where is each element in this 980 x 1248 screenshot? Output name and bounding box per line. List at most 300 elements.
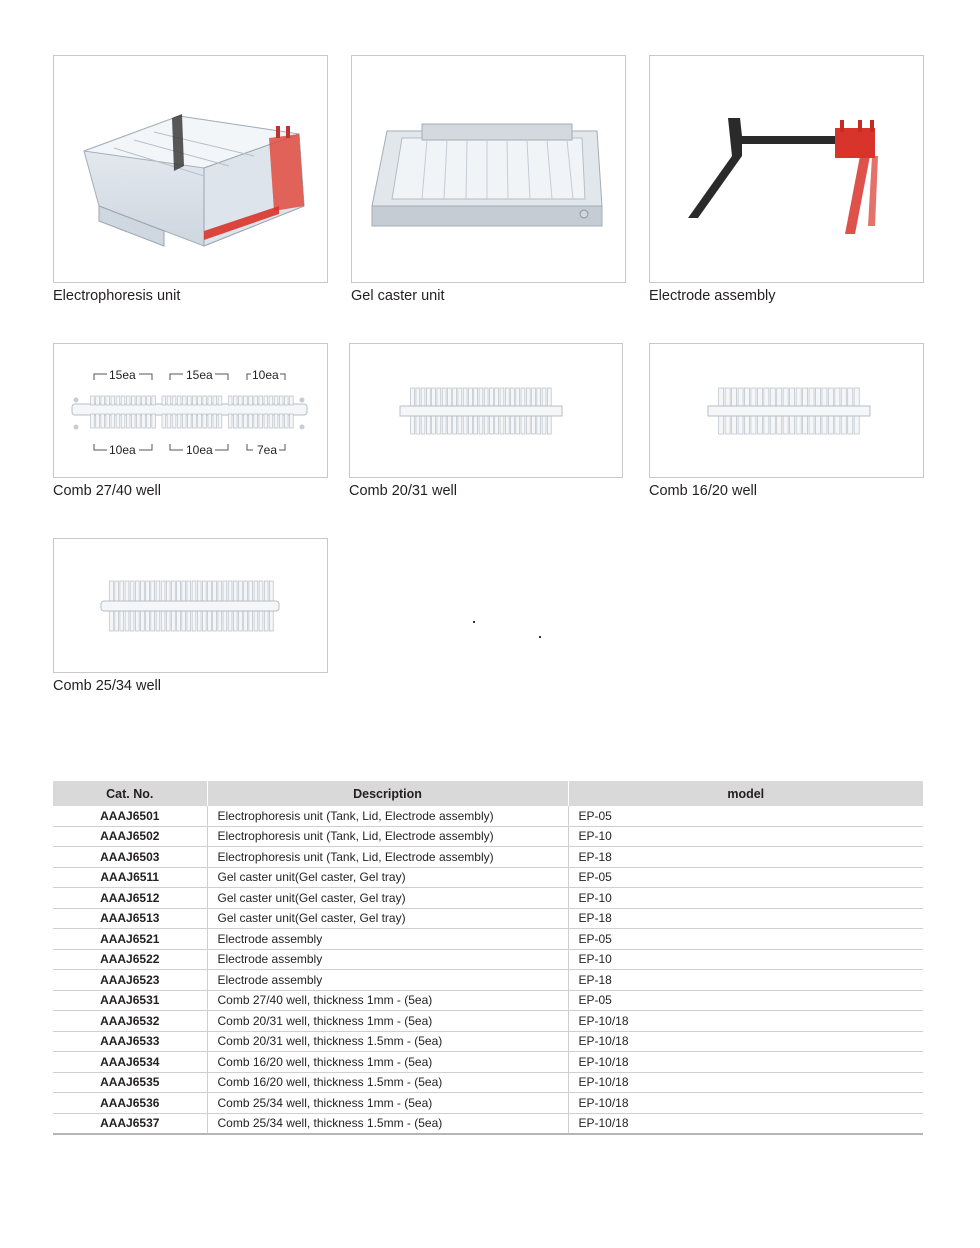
description-cell: Comb 27/40 well, thickness 1mm - (5ea): [207, 990, 568, 1011]
comb-tooth: [213, 611, 217, 631]
comb-tooth: [223, 611, 227, 631]
model-cell: EP-10/18: [568, 1011, 923, 1032]
comb-tooth: [790, 416, 795, 434]
comb-top-label: 10ea: [252, 368, 279, 382]
comb-tooth: [803, 388, 808, 407]
comb-tooth: [254, 414, 258, 428]
comb-tooth: [172, 414, 176, 428]
comb-tooth: [822, 416, 827, 434]
comb-tooth: [416, 416, 420, 434]
comb-tooth: [96, 396, 100, 405]
table-row: [53, 867, 923, 888]
description-cell: Electrophoresis unit (Tank, Lid, Electrode assembly): [207, 847, 568, 868]
comb-tooth: [854, 416, 859, 434]
comb-bottom-label: 10ea: [109, 443, 136, 457]
comb-tooth: [193, 414, 197, 428]
comb-tooth: [500, 416, 504, 434]
model-cell: EP-10/18: [568, 1052, 923, 1073]
comb-tooth: [777, 388, 782, 407]
cat-no-cell: AAAJ6535: [53, 1072, 207, 1093]
comb-tooth: [757, 388, 762, 407]
cat-no-cell: AAAJ6531: [53, 990, 207, 1011]
product-caption: Comb 20/31 well: [349, 483, 457, 499]
comb-tooth: [828, 388, 833, 407]
table-row: [53, 847, 923, 868]
description-cell: Gel caster unit(Gel caster, Gel tray): [207, 888, 568, 909]
comb-tooth: [147, 414, 151, 428]
cat-no-cell: AAAJ6513: [53, 908, 207, 929]
comb-tooth: [208, 396, 212, 405]
comb-top-label: 15ea: [109, 368, 136, 382]
comb-tooth: [126, 414, 130, 428]
table-row: [53, 1093, 923, 1114]
comb-tooth: [547, 416, 551, 434]
cat-no-cell: AAAJ6502: [53, 826, 207, 847]
comb-tooth: [764, 388, 769, 407]
comb-tooth: [796, 416, 801, 434]
model-cell: EP-18: [568, 970, 923, 991]
comb-tooth: [764, 416, 769, 434]
comb-tooth: [264, 581, 268, 602]
cat-no-cell: AAAJ6537: [53, 1113, 207, 1134]
comb-tooth: [777, 416, 782, 434]
comb-tooth: [474, 388, 478, 407]
comb-tooth: [115, 611, 119, 631]
comb-tooth: [511, 388, 515, 407]
description-cell: Electrode assembly: [207, 929, 568, 950]
comb-tooth: [854, 388, 859, 407]
comb-tooth: [182, 581, 186, 602]
description-cell: Electrode assembly: [207, 970, 568, 991]
cat-no-cell: AAAJ6503: [53, 847, 207, 868]
comb-tooth: [218, 611, 222, 631]
table-row: [53, 888, 923, 909]
comb-tooth: [172, 396, 176, 405]
comb-tooth: [259, 581, 263, 602]
model-cell: EP-10: [568, 826, 923, 847]
comb-tooth: [91, 414, 95, 428]
comb-tooth: [421, 388, 425, 407]
comb-tooth: [198, 396, 202, 405]
comb-tooth: [172, 581, 176, 602]
comb-tooth: [131, 414, 135, 428]
description-cell: Comb 16/20 well, thickness 1mm - (5ea): [207, 1052, 568, 1073]
comb-tooth: [244, 581, 248, 602]
comb-tooth: [213, 414, 217, 428]
comb-tooth: [815, 388, 820, 407]
comb-tooth: [437, 388, 441, 407]
comb-tooth: [166, 581, 170, 602]
comb-tooth: [121, 396, 125, 405]
comb-tooth: [274, 396, 278, 405]
comb-tooth: [442, 416, 446, 434]
comb-tooth: [188, 396, 192, 405]
comb-tooth: [269, 396, 273, 405]
comb-tooth: [233, 611, 237, 631]
comb-tooth: [542, 388, 546, 407]
stray-dot: [473, 621, 475, 623]
product-caption: Comb 25/34 well: [53, 678, 161, 694]
comb-tooth: [495, 416, 499, 434]
comb-tooth: [111, 414, 115, 428]
comb-tooth: [521, 388, 525, 407]
cat-no-cell: AAAJ6533: [53, 1031, 207, 1052]
comb-tooth: [106, 414, 110, 428]
comb-tooth: [757, 416, 762, 434]
description-cell: Electrophoresis unit (Tank, Lid, Electrode assembly): [207, 806, 568, 826]
comb-tooth: [426, 416, 430, 434]
model-cell: EP-10: [568, 949, 923, 970]
comb-tooth: [254, 611, 258, 631]
comb-tooth: [91, 396, 95, 405]
comb-tooth: [111, 396, 115, 405]
comb-tooth: [161, 581, 165, 602]
model-cell: EP-10/18: [568, 1031, 923, 1052]
comb-tooth: [182, 396, 186, 405]
comb-tooth: [239, 396, 243, 405]
comb-tooth: [416, 388, 420, 407]
product-caption: Electrophoresis unit: [53, 288, 181, 304]
comb-tooth: [458, 416, 462, 434]
comb-tooth: [484, 388, 488, 407]
comb-tooth: [411, 416, 415, 434]
comb-tooth: [131, 396, 135, 405]
comb-tooth: [213, 396, 217, 405]
comb-tooth: [172, 611, 176, 631]
comb-tooth: [152, 414, 156, 428]
comb-tooth: [125, 581, 129, 602]
comb-tooth: [542, 416, 546, 434]
comb-tooth: [744, 416, 749, 434]
comb-tooth: [484, 416, 488, 434]
comb-tooth: [828, 416, 833, 434]
comb-tooth: [120, 581, 124, 602]
comb-bottom-label: 10ea: [186, 443, 213, 457]
model-cell: EP-10: [568, 888, 923, 909]
comb-tooth: [269, 611, 273, 631]
comb-tooth: [198, 414, 202, 428]
description-cell: Electrode assembly: [207, 949, 568, 970]
comb-tooth: [120, 611, 124, 631]
comb-tooth: [453, 388, 457, 407]
cat-no-cell: AAAJ6532: [53, 1011, 207, 1032]
comb-tooth: [116, 396, 120, 405]
comb-tooth: [290, 396, 294, 405]
comb-tooth: [732, 416, 737, 434]
comb-tooth: [203, 414, 207, 428]
comb-16-20-photo: [649, 343, 924, 478]
comb-tooth: [137, 414, 141, 428]
comb-tooth: [156, 581, 160, 602]
comb-tooth: [751, 388, 756, 407]
comb-tooth: [822, 388, 827, 407]
comb-tooth: [803, 416, 808, 434]
comb-tooth: [125, 611, 129, 631]
comb-tooth: [815, 416, 820, 434]
comb-tooth: [130, 581, 134, 602]
comb-tooth: [809, 388, 814, 407]
comb-tooth: [151, 611, 155, 631]
comb-tooth: [447, 416, 451, 434]
header-cat-no: Cat. No.: [53, 781, 207, 806]
cat-no-cell: AAAJ6512: [53, 888, 207, 909]
model-cell: EP-10/18: [568, 1113, 923, 1134]
comb-tooth: [783, 388, 788, 407]
comb-tooth: [537, 388, 541, 407]
comb-tooth: [130, 611, 134, 631]
comb-tooth: [228, 414, 232, 428]
comb-tooth: [770, 416, 775, 434]
table-row: [53, 1113, 923, 1134]
comb-27-40-photo: [53, 343, 328, 478]
comb-tooth: [479, 416, 483, 434]
comb-tooth: [96, 414, 100, 428]
comb-tooth: [453, 416, 457, 434]
comb-tooth: [290, 414, 294, 428]
comb-tooth: [521, 416, 525, 434]
comb-tooth: [463, 416, 467, 434]
comb-tooth: [233, 396, 237, 405]
model-cell: EP-05: [568, 990, 923, 1011]
comb-tooth: [161, 611, 165, 631]
comb-tooth: [442, 388, 446, 407]
cat-no-cell: AAAJ6534: [53, 1052, 207, 1073]
comb-tooth: [437, 416, 441, 434]
comb-tooth: [719, 388, 724, 407]
electrode-assembly-photo: [649, 55, 924, 283]
comb-tooth: [516, 416, 520, 434]
comb-tooth: [187, 611, 191, 631]
description-cell: Comb 16/20 well, thickness 1.5mm - (5ea): [207, 1072, 568, 1093]
comb-tooth: [264, 414, 268, 428]
comb-tooth: [177, 414, 181, 428]
comb-tooth: [177, 581, 181, 602]
comb-tooth: [500, 388, 504, 407]
description-cell: Comb 20/31 well, thickness 1mm - (5ea): [207, 1011, 568, 1032]
model-cell: EP-05: [568, 867, 923, 888]
comb-tooth: [110, 611, 114, 631]
comb-tooth: [218, 396, 222, 405]
comb-tooth: [135, 611, 139, 631]
comb-tooth: [732, 388, 737, 407]
comb-tooth: [101, 414, 105, 428]
header-model: model: [568, 781, 923, 806]
comb-tooth: [166, 611, 170, 631]
comb-tooth: [177, 611, 181, 631]
comb-tooth: [249, 581, 253, 602]
stray-dot: [539, 636, 541, 638]
comb-tooth: [141, 611, 145, 631]
comb-tooth: [269, 581, 273, 602]
comb-tooth: [187, 581, 191, 602]
gel-caster-photo: [351, 55, 626, 283]
comb-tooth: [208, 581, 212, 602]
model-cell: EP-18: [568, 847, 923, 868]
comb-tooth: [167, 414, 171, 428]
comb-tooth: [142, 414, 146, 428]
comb-tooth: [146, 581, 150, 602]
comb-tooth: [208, 414, 212, 428]
cat-no-cell: AAAJ6501: [53, 806, 207, 826]
comb-tooth: [239, 581, 243, 602]
comb-top-label: 15ea: [186, 368, 213, 382]
description-cell: Comb 25/34 well, thickness 1mm - (5ea): [207, 1093, 568, 1114]
table-row: [53, 1031, 923, 1052]
comb-tooth: [203, 396, 207, 405]
table-header-row: [53, 781, 923, 806]
comb-tooth: [463, 388, 467, 407]
comb-tooth: [516, 388, 520, 407]
comb-tooth: [411, 388, 415, 407]
comb-tooth: [202, 581, 206, 602]
comb-tooth: [192, 581, 196, 602]
comb-tooth: [162, 414, 166, 428]
table-row: [53, 929, 923, 950]
comb-tooth: [264, 396, 268, 405]
comb-tooth: [269, 414, 273, 428]
table-row: [53, 990, 923, 1011]
comb-tooth: [783, 416, 788, 434]
comb-tooth: [848, 416, 853, 434]
comb-tooth: [239, 611, 243, 631]
comb-tooth: [490, 416, 494, 434]
comb-tooth: [526, 388, 530, 407]
comb-tooth: [279, 414, 283, 428]
comb-tooth: [284, 414, 288, 428]
comb-tooth: [835, 388, 840, 407]
comb-tooth: [106, 396, 110, 405]
comb-tooth: [458, 388, 462, 407]
comb-tooth: [532, 416, 536, 434]
table-row: [53, 1011, 923, 1032]
description-cell: Comb 20/31 well, thickness 1.5mm - (5ea): [207, 1031, 568, 1052]
comb-tooth: [505, 388, 509, 407]
comb-tooth: [218, 581, 222, 602]
comb-tooth: [796, 388, 801, 407]
comb-tooth: [135, 581, 139, 602]
table-row: [53, 908, 923, 929]
comb-tooth: [188, 414, 192, 428]
comb-tooth: [182, 414, 186, 428]
product-caption: Electrode assembly: [649, 288, 776, 304]
table-row: [53, 970, 923, 991]
table-row: [53, 1072, 923, 1093]
comb-tooth: [495, 388, 499, 407]
comb-tooth: [141, 581, 145, 602]
comb-tooth: [274, 414, 278, 428]
comb-tooth: [284, 396, 288, 405]
model-cell: EP-18: [568, 908, 923, 929]
catalog-table: [53, 781, 923, 1135]
cat-no-cell: AAAJ6523: [53, 970, 207, 991]
comb-tooth: [432, 416, 436, 434]
comb-tooth: [152, 396, 156, 405]
description-cell: Gel caster unit(Gel caster, Gel tray): [207, 867, 568, 888]
comb-tooth: [218, 414, 222, 428]
comb-tooth: [244, 611, 248, 631]
comb-tooth: [137, 396, 141, 405]
table-row: [53, 826, 923, 847]
comb-tooth: [479, 388, 483, 407]
table-row: [53, 949, 923, 970]
comb-tooth: [197, 581, 201, 602]
comb-tooth: [126, 396, 130, 405]
comb-tooth: [474, 416, 478, 434]
comb-tooth: [719, 416, 724, 434]
product-caption: Gel caster unit: [351, 288, 445, 304]
comb-tooth: [151, 581, 155, 602]
comb-tooth: [751, 416, 756, 434]
comb-tooth: [228, 396, 232, 405]
comb-tooth: [244, 396, 248, 405]
comb-tooth: [254, 396, 258, 405]
comb-tooth: [233, 414, 237, 428]
cat-no-cell: AAAJ6522: [53, 949, 207, 970]
comb-tooth: [208, 611, 212, 631]
comb-tooth: [249, 396, 253, 405]
comb-tooth: [738, 416, 743, 434]
comb-tooth: [239, 414, 243, 428]
comb-tooth: [233, 581, 237, 602]
comb-bottom-label: 7ea: [257, 443, 278, 457]
comb-tooth: [426, 388, 430, 407]
comb-tooth: [738, 388, 743, 407]
comb-tooth: [202, 611, 206, 631]
comb-tooth: [725, 388, 730, 407]
table-row: [53, 806, 923, 826]
description-cell: Electrophoresis unit (Tank, Lid, Electrode assembly): [207, 826, 568, 847]
comb-tooth: [835, 416, 840, 434]
comb-tooth: [193, 396, 197, 405]
comb-tooth: [197, 611, 201, 631]
cat-no-cell: AAAJ6511: [53, 867, 207, 888]
comb-tooth: [447, 388, 451, 407]
comb-tooth: [490, 388, 494, 407]
product-caption: Comb 16/20 well: [649, 483, 757, 499]
comb-tooth: [848, 388, 853, 407]
comb-tooth: [264, 611, 268, 631]
comb-tooth: [547, 388, 551, 407]
comb-tooth: [469, 416, 473, 434]
comb-tooth: [469, 388, 473, 407]
description-cell: Gel caster unit(Gel caster, Gel tray): [207, 908, 568, 929]
comb-tooth: [177, 396, 181, 405]
comb-tooth: [142, 396, 146, 405]
comb-tooth: [162, 396, 166, 405]
comb-tooth: [228, 581, 232, 602]
model-cell: EP-05: [568, 806, 923, 826]
comb-tooth: [421, 416, 425, 434]
header-description: Description: [207, 781, 568, 806]
comb-tooth: [116, 414, 120, 428]
comb-tooth: [259, 396, 263, 405]
model-cell: EP-05: [568, 929, 923, 950]
comb-tooth: [146, 611, 150, 631]
comb-tooth: [223, 581, 227, 602]
comb-tooth: [537, 416, 541, 434]
comb-tooth: [121, 414, 125, 428]
product-caption: Comb 27/40 well: [53, 483, 161, 499]
comb-tooth: [526, 416, 530, 434]
comb-tooth: [182, 611, 186, 631]
model-cell: EP-10/18: [568, 1093, 923, 1114]
comb-tooth: [505, 416, 509, 434]
comb-tooth: [249, 611, 253, 631]
comb-tooth: [244, 414, 248, 428]
comb-tooth: [192, 611, 196, 631]
cat-no-cell: AAAJ6536: [53, 1093, 207, 1114]
comb-tooth: [228, 611, 232, 631]
